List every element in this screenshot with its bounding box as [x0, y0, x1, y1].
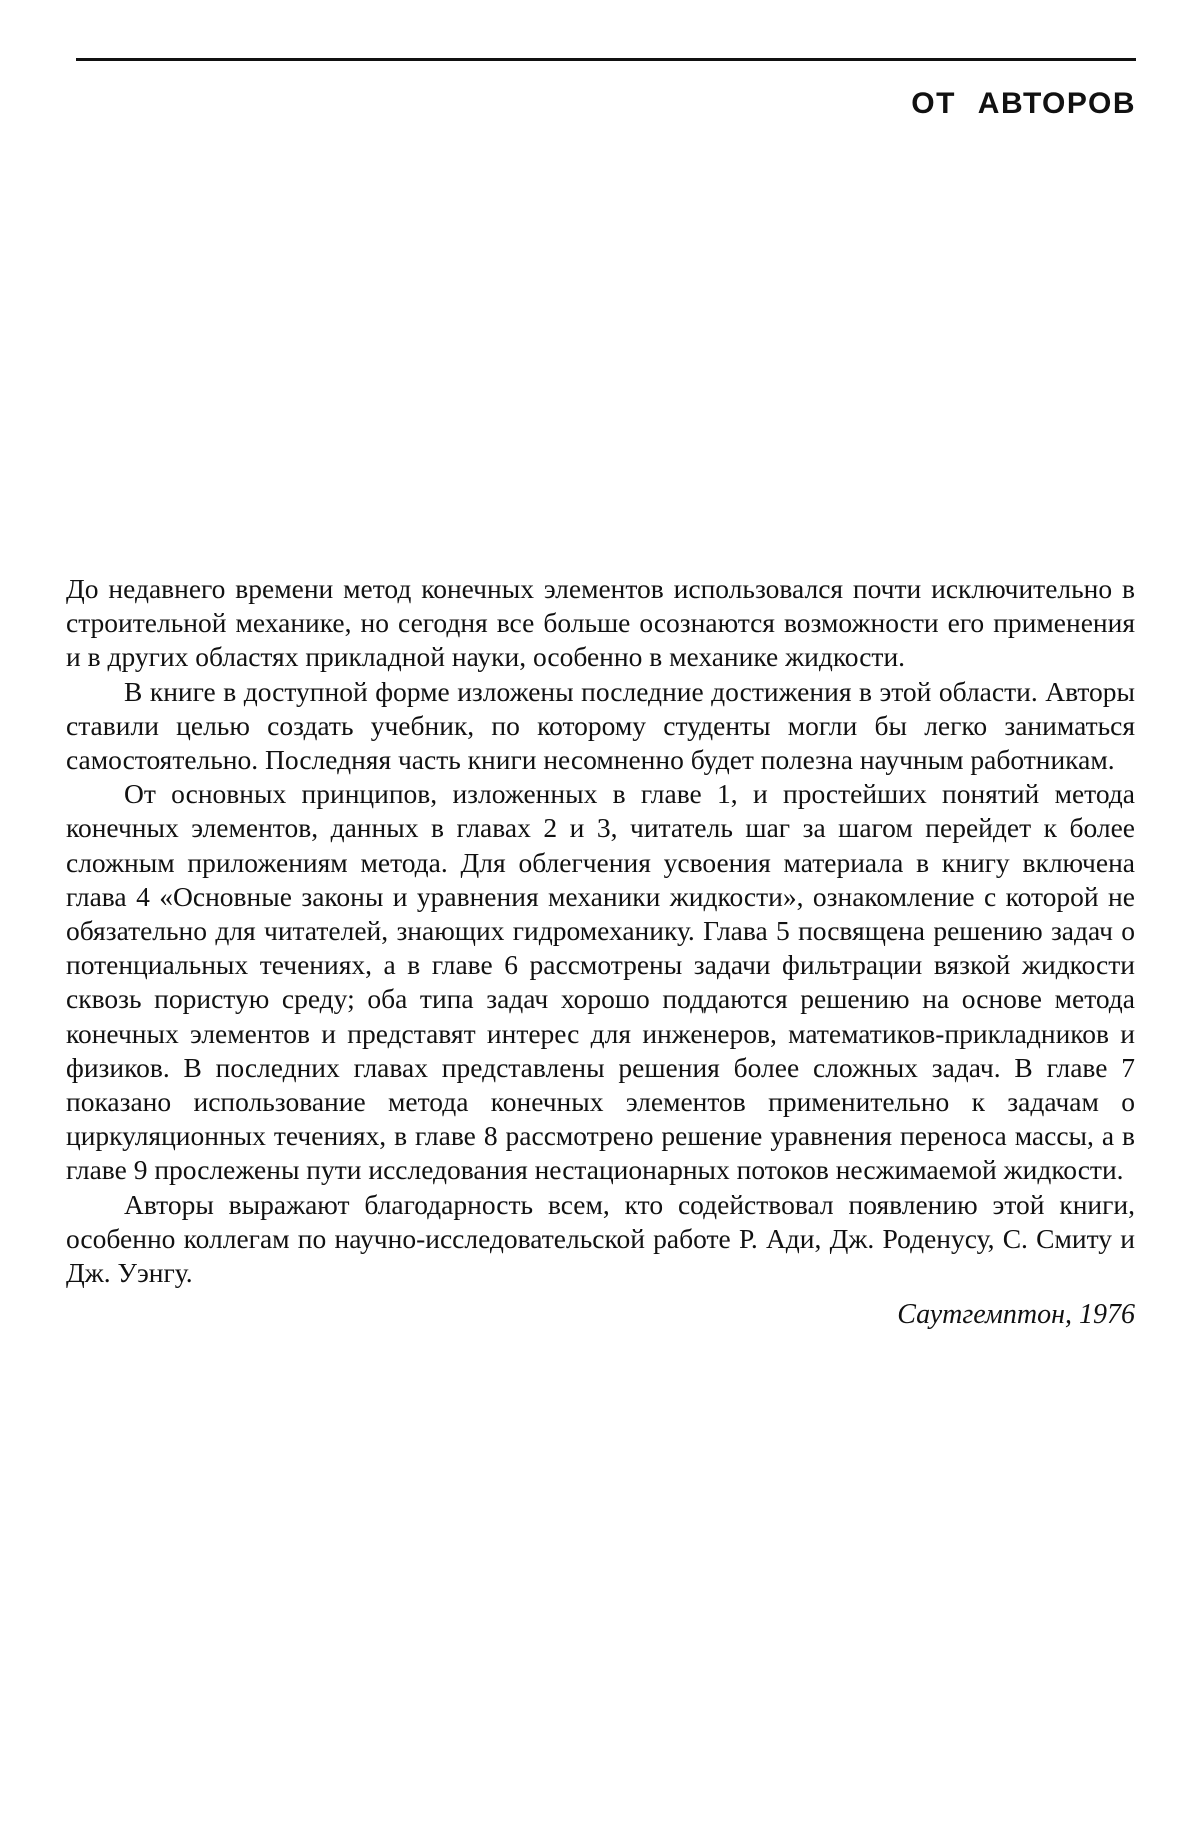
paragraph-4: Авторы выражают благодарность всем, кто содействовал появлению этой книги, особенно коллегам по научно-исследовательской работе Р. Ади, Дж. Роденусу, С. Смиту и Дж. Уэнгу.	[66, 1188, 1135, 1289]
paragraph-3: От основных принципов, изложенных в главе 1, и простейших понятий метода конечных элементов, данных в главах 2 и 3, читатель шаг за шагом перейдет к более сложным приложениям метода. Для облегчения усвоения материала в книгу включена глава 4 «Основные законы и уравнения механики жидкости», ознакомление с которой не обязательно для читателей, знающих гидромеханику. Глава 5 посвящена решению задач о потенциальных течениях, а в главе 6 рассмотрены задачи фильтрации вязкой жидкости сквозь пористую среду; оба типа задач хорошо поддаются решению на основе метода конечных элементов и представят интерес для инженеров, математиков-прикладников и физиков. В последних главах представлены решения более сложных задач. В главе 7 показано использование метода конечных элементов применительно к задачам о циркуляционных течениях, в главе 8 рассмотрено решение уравнения переноса массы, а в главе 9 прослежены пути исследования нестационарных потоков несжимаемой жидкости.	[66, 778, 1135, 1186]
page-title: ОТ АВТОРОВ	[911, 87, 1136, 120]
preface-body	[66, 572, 1135, 1332]
signature	[66, 1298, 1135, 1332]
signature-year: 1976	[1079, 1299, 1135, 1331]
signature-separator: ,	[1065, 1299, 1079, 1331]
paragraph-1: До недавнего времени метод конечных элементов использовался почти исключительно в строительной механике, но сегодня все больше осознаются возможности его применения и в других областях прикладной науки, особенно в механике жидкости.	[66, 573, 1135, 673]
top-rule	[76, 58, 1136, 61]
signature-place: Саутгемптон	[897, 1299, 1065, 1331]
paragraph-2: В книге в доступной форме изложены последние достижения в этой области. Авторы ставили целью создать учебник, по которому студенты могли бы легко заниматься самостоятельно. Последняя часть книги несомненно будет полезна научным работникам.	[66, 675, 1135, 776]
